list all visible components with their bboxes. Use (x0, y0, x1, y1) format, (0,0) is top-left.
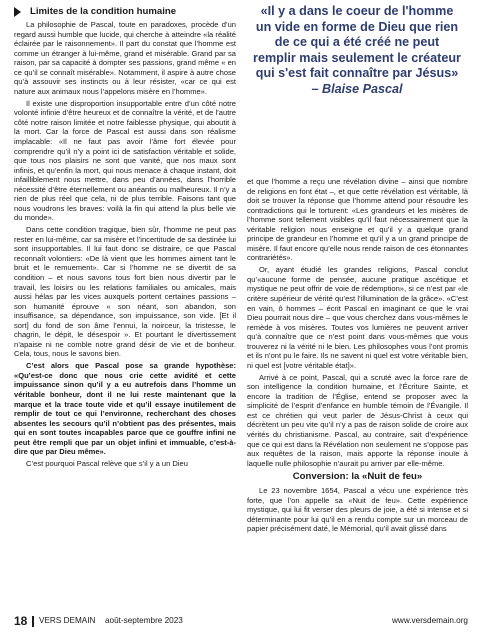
paragraph-bold-hypothesis: C’est alors que Pascal pose sa grande hypothèse: «Qu’est-ce donc que nous crie cette avidité et cette impuissance sinon qu’il y a eu autrefois dans l’homme un véritable bonheur, dont il ne lui reste maintenant que la marque et la trace toute vide et qu’il essaye inutilement de remplir de tout ce qui l’environne, recherchant des choses absentes les secours qu’il n’obtient pas des présentes, mais qui en sont toutes incapables parce que ce gouffre infini ne peut être rempli que par un objet infini et immuable, c’est-à-dire que par Dieu même». (14, 361, 236, 457)
paragraph: Or, ayant étudié les grandes religions, Pascal conclut qu’«aucune forme de pensée, aucune pratique ascétique et mystique ne peut offrir de voie de rédemption», si ce n’est par «le critère supérieur de vérité qu’est l’illumination de la grâce». «C’est en vain, ô hommes – écrit Pascal en imaginant ce que le vrai Dieu pourrait nous dire – que vous cherchez dans vous-mêmes le remède à vos misères. Toutes vos lumières ne peuvent arriver qu’à connaître que ce n’est point dans vous-mêmes que vous trouverez ni la vérité ni le bien. Les philosophes vous l’ont promis et ils n’ont pu le faire. Ils ne savent ni quel est votre véritable bien, ni quel est [votre véritable état]». (247, 265, 468, 370)
section-heading-limites (14, 6, 236, 18)
page-footer (14, 614, 468, 628)
paragraph: Il existe une disproportion insupportable entre d’un côté notre volonté infinie d’être heureux et de connaître la vérité, et de l’autre côté notre raison limitée et notre faiblesse physique, qui aboutit à la mort. Car la force de Pascal est aussi dans son réalisme implacable: «Il ne faut pas avoir l’âme fort élevée pour comprendre qu’il n’y a point ici de satisfaction véritable et solide, que tous nos plaisirs ne sont que vanité, que nos maux sont infinis, et qu’enfin la mort, qui nous menace à chaque instant, doit infailliblement nous mettre, dans peu d’années, dans l’horrible nécessité d’être éternellement ou anéantis ou malheureux. Il n’y a rien de plus réel que cela, ni de plus terrible. Faisons tant que nous voudrons les braves: voilà la fin qui attend la plus belle vie du monde». (14, 98, 236, 223)
pull-quote-text: «Il y a dans le coeur de l'homme un vide en forme de Dieu que rien de ce qui a été créé ne peut remplir mais seulement le créateur qui s'est fait connaître par Jésus» – (253, 4, 461, 96)
website-link[interactable]: www.versdemain.org (392, 616, 468, 625)
paragraph: Le 23 novembre 1654, Pascal a vécu une expérience très forte, que l’on appelle sa «Nuit de feu». Cette expérience mystique, qui lui fit verser des pleurs de joie, a été si intense et si déterminante pour lui qu’il en a rendu compte sur un morceau de papier précisément daté, le Mémorial, qu’il avait glissé dans (247, 486, 468, 534)
pull-quote (252, 4, 462, 98)
left-column (14, 6, 236, 471)
paragraph: C’est pourquoi Pascal relève que s’il y a un Dieu (26, 459, 188, 469)
paragraph: et que l’homme a reçu une révélation divine – ainsi que nombre de religions en font état –, et que cette révélation est véritable, là doit se trouver la réponse que l’homme attend pour résoudre les contradictions qui le torturent: «Les grandeurs et les misères de l’homme sont tellement visibles qu’il faut nécessairement que la véritable religion nous enseigne et qu’il y a quelque grand principe de grandeur en l’homme et qu’il y a un grand principe de misère. Il faut encore qu’elle nous rende raison de ces étonnantes contrariétés». (247, 177, 468, 263)
pull-quote-author: Blaise Pascal (321, 81, 403, 96)
footer-divider (32, 616, 34, 627)
page-number: 18 (14, 614, 28, 628)
section-heading-conversion (247, 471, 468, 483)
section-heading-text: Limites de la condition humaine (30, 6, 177, 17)
right-column (247, 177, 468, 536)
section-heading-text: Conversion: la «Nuit de feu» (292, 471, 423, 483)
publication-name: VERS DEMAIN (39, 616, 96, 625)
paragraph: Dans cette condition tragique, bien sûr, l’homme ne peut pas rester en lui-même, car sa misère et l’incertitude de sa destinée lui sont insupportables. Il lui faut donc se distraire, ce que Pascal reconnaît volontiers: «De là vient que les hommes aiment tant le bruit et le remuement». Car si l’homme ne se divertit de sa condition – et nous savons tous fort bien nous divertir par le travail, les loisirs ou les relations familiales ou amicales, mais aussi hélas par les vices auxquels portent certaines passions – son humanité éprouve « son néant, son abandon, son insuffisance, sa dépendance, son impuissance, son vide. [Et il sort] du fond de son âme l’ennui, la noirceur, la tristesse, le chagrin, le dépit, le désespoir ». Et pourtant le divertissement n’apaise ni ne comble notre grand désir de vie et de bonheur. Cela, tous, nous le savons bien. (14, 225, 236, 359)
paragraph: Arrivé à ce point, Pascal, qui a scruté avec la force rare de son intelligence la condition humaine, et l’Écriture Sainte, et encore la tradition de l’Église, entend se proposer avec la simplicité de l’esprit d’enfance en humble témoin de l’Évangile. Il est ce chrétien qui veut parler de Jésus-Christ à ceux qui décrètent un peu vite qu’il n’y a pas de raison solide de croire aux vérités du christianisme. Pascal, au contraire, sait d’expérience que ce qui est dans la Révélation non seulement ne s’oppose pas aux requêtes de la raison, mais apporte la réponse inouïe à laquelle nulle philosophie n’aurait pu arriver par elle-même. (247, 372, 468, 468)
paragraph: La philosophie de Pascal, toute en paradoxes, procède d’un regard aussi humble que lucide, qui cherche à atteindre «la réalité éclairée par le raisonnement». Il part du constat que l’homme est comme un étranger à lui-même, grand et misérable. Grand par sa raison, par sa capacité à dompter ses passions, grand même « en ce qu’il se connaît misérable». Notamment, il aspire à autre chose qu’à assouvir ses instincts ou à leur résister, «car ce qui est nature aux animaux nous l’appelons misère en l’homme». (14, 20, 236, 96)
triangle-bullet-icon (14, 7, 21, 17)
issue-date: août-septembre 2023 (105, 616, 183, 625)
